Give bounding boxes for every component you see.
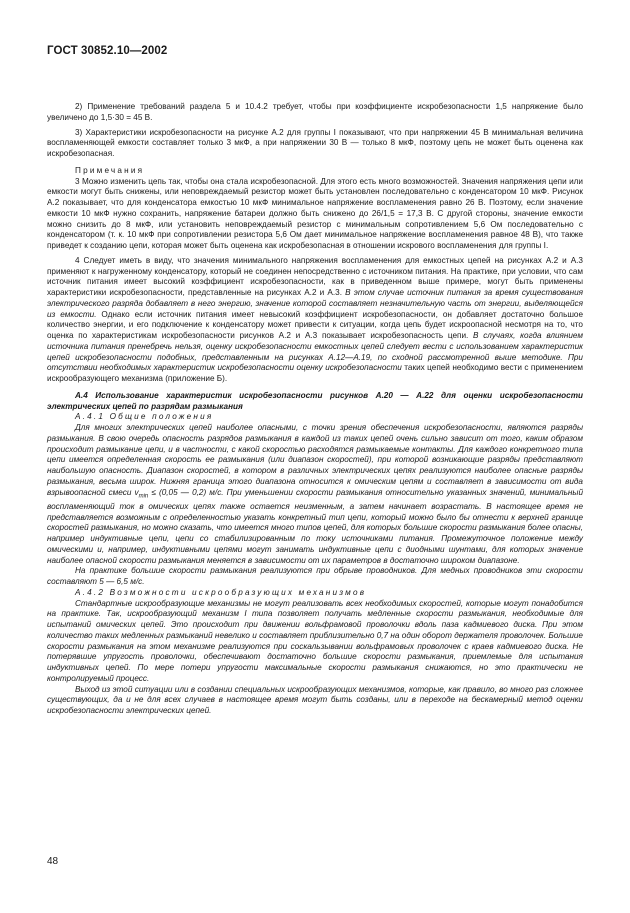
a41-paragraph-1 — [47, 423, 583, 566]
a42-paragraph-2: Выход из этой ситуации или в создании специальных искрообразующих механизмов, которые, как правило, во много раз сложнее существующих, да и не для всех случаев в настоящее время могут быть созданы, или в переходе на бескамерный метод оценки искробезопасности электрических цепей. — [47, 684, 583, 716]
notes-heading: Примечания — [75, 165, 145, 175]
subsection-heading-a42: А.4.2 Возможности искрообразующих механизмов — [75, 587, 367, 597]
note-4-text-d: В случаях, когда влиянием источника питания пренебречь нельзя, оценку искробезопасности емкостных цепей следует вести с использованием характеристик цепей искробезопасности подобных, представленным на рисунках А.12—А.19, по сходной рассмотренной выше методике. При отсутствии необходимых характеристик искробезопасности оценку искробезопасности — [47, 331, 584, 373]
note-4-text-a: 4 Следует иметь в виду, что значения минимального напряжения воспламенения для емкостных цепей на рисунках А.2 и А.3 применяют к нагруженному конденсатору, который не соединен непосредственно с источником питания. На практике, при условии, что сам источник питания имеет высокий коэффициент искробезопасности, как в приведенном выше примере, могут быть применены характеристики искробезопасности, представленные на рисунках А.2 и А.3. — [47, 255, 583, 297]
a41-paragraph-2: На практике большие скорости размыкания реализуются при обрыве проводников. Для медных проводников эти скорости составляют 5 — 6,5 м/с. — [47, 566, 583, 587]
paragraph-item-2: 2) Применение требований раздела 5 и 10.4.2 требует, чтобы при коэффициенте искробезопасности 1,5 напряжение было увеличено до 1,5·30 = 45 В. — [47, 102, 583, 122]
note-3: 3 Можно изменить цепь так, чтобы она стала искробезопасной. Для этого есть много возможностей. Значения напряжения цепи или емкости могут быть снижены, или неповреждаемый резистор может быть установлен последовательно с конденсатором 10 мкФ. Рисунок А.2 показывает, что для конденсатора емкостью 10 мкФ минимальное напряжение воспламенения равно 26 В. Поэтому, если значение емкости 10 мкФ нужно сохранить, напряжение батареи должно быть снижено до 26/1,5 = 17,3 В. С другой стороны, значение емкости можно снизить до 8 мкФ, или установить неповреждаемый резистор с минимальным сопротивлением 5,6 Ом последовательно с конденсатором (т. к. 10 мкФ при сопротивлении резистора 5,6 Ом дает минимальное напряжение воспламенения равное 48 В), что также приведет к созданию цепи, которая может быть оценена как искробезопасная в отношении искрового воспламенения для группы I. — [47, 176, 583, 250]
v-min-subscript: min — [138, 493, 149, 500]
note-4 — [47, 256, 583, 385]
page-number: 48 — [47, 856, 59, 867]
note-4-text-c: Однако если источник питания имеет невысокий коэффициент искробезопасности, он добавляет достаточно большое количество энергии, и его подключение к конденсатору может привести к ситуации, когда цепь будет искроопасной несмотря на то, что оценка по характеристикам искробезопасности рисунков А.2 и А.3 показывает искробезопасность цепи. — [47, 309, 584, 340]
a41-p1-text-b: ≤ (0,05 — 0,2) м/с. При уменьшении скорости размыкания относительно указанных значений, минимальный воспламеняющий ток в омических цепях также остается неизменным, а затем начинает возрастать. В настоящее время не представляется возможным с определенностью указать конкретный тип цепи, который можно было бы отнести к верхней границе скоростей размыкания, но можно сказать, что имеется много типов цепей, для которых большие скорости размыкания более опасны, например индуктивные цепи, цепи со стабилизированным по току источниками питания. Промежуточное положение между омическими и, например, индуктивными цепями могут занимать индуктивные цепи с диодными шунтами, для которых значение наиболее опасной скорости размыкания меняется в зависимости от их параметров в достаточно широком диапазоне. — [47, 487, 583, 565]
document-body — [47, 102, 583, 723]
paragraph-item-3: 3) Характеристики искробезопасности на рисунке А.2 для группы I показывают, что при напряжении 45 В минимальная величина воспламеняющей емкости составляет только 3 мкФ, а при напряжении 30 В — только 8 мкФ, поэтому цепь не может быть оценена как искробезопасная. — [47, 127, 583, 158]
note-4-text-e: таких цепей необходимо вести с применением искрообразующего механизма (приложение Б). — [47, 363, 583, 383]
subsection-heading-a41: А.4.1 Общие положения — [75, 412, 214, 422]
document-header: ГОСТ 30852.10—2002 — [47, 45, 168, 57]
a42-paragraph-1: Стандартные искрообразующие механизмы не могут реализовать всех необходимых скоростей, которые могут понадобится на практике. Так, искрообразующий механизм I типа позволяет получать медленные скорости размыкания, необходимые для испытаний омических цепей. Это происходит при движении вольфрамовой проволочки вдоль паза кадмиевого диска. При этом количество таких медленных размыканий невелико и составляет приблизительно 0,7 на один оборот держателя проволочек. Большие скорости размыкания на этом механизме реализуются при соскальзывании вольфрамовых проволочек с краев кадмиевого диска. Не потерявшие упругость проволочки, обеспечивают достаточно большие скорости размыкания, приемлемые для испытания индуктивных цепей. По мере потери упругости максимальные скорости размыкания снижаются, но это практически не контролируемый процесс. — [47, 598, 583, 683]
section-heading-a4: А.4 Использование характеристик искробезопасности рисунков А.20 — А.22 для оценки искробезопасности электрических цепей по разрядам размыкания — [47, 390, 583, 411]
a41-p1-text-a: Для многих электрических цепей наиболее опасными, с точки зрения обеспечения искробезопасности, являются разряды размыкания. В свою очередь опасность разрядов размыкания в каждой из таких цепей очень сильно зависит от того, каким образом происходит размыкание цепи, и в частности, с какой скоростью расходятся размыкаемые контакты. Для каждого конкретного типа цепи имеется определенная скорость ее размыкания (или диапазон скоростей), при которой возникающие разряды представляют наибольшую опасность. Диапазон скоростей, в котором в различных электрических цепях реализуются наиболее опасные разряды размыкания, весьма широк. Нижняя граница этого диапазона относится к омическим цепям и составляет в зависимости от вида взрывоопасной смеси v — [47, 423, 583, 497]
note-4-text-b: В этом случае источник питания за время существования электрического разряда добавляет в него энергию, значение которой составляет незначительную часть от энергии, выделяющейся из емкости. — [47, 288, 584, 319]
